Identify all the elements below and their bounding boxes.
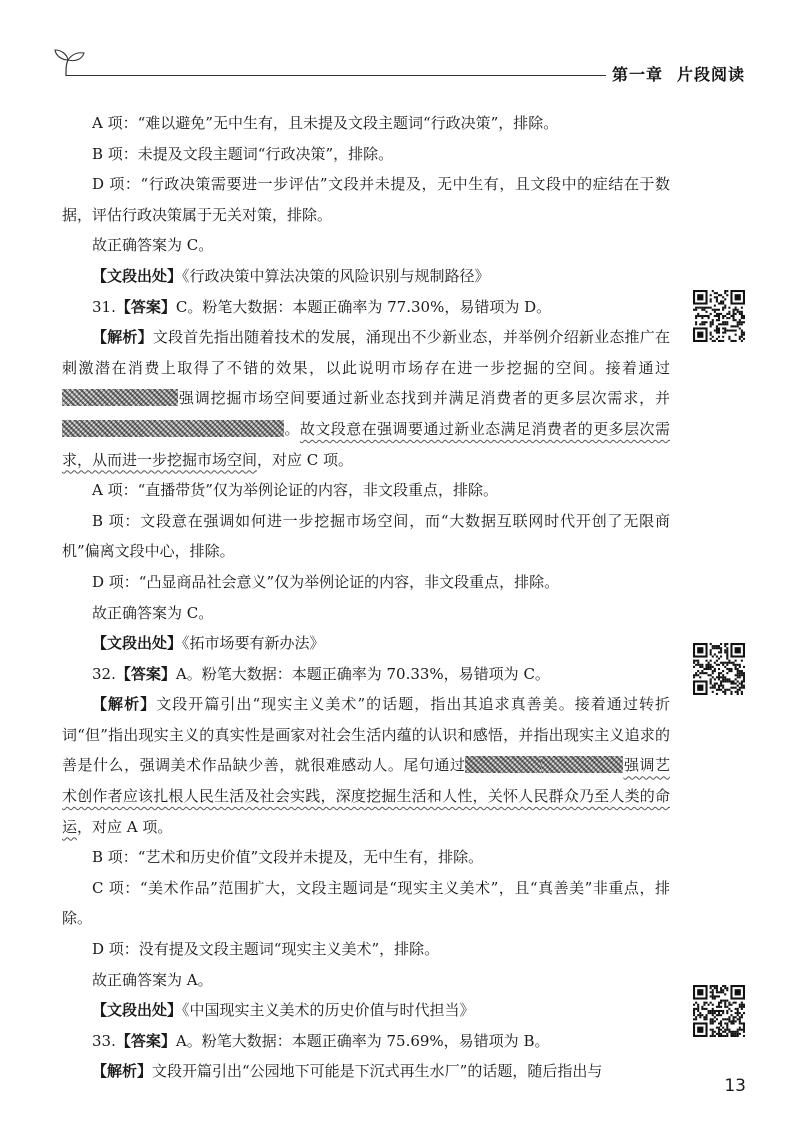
analysis-text: 文段开篇引出“现实主义美术”的话题，指出其追求真善美。接着通过转折词“但”指出现实主义的真实性是画家对社会生活内蕴的认识和感悟，并指出现实主义追求的善是什么，强调美术作品缺少善，就很难感动人。尾句通过 xyxy=(62,695,670,775)
question-number: 33. xyxy=(92,1031,116,1050)
analysis-paragraph xyxy=(62,689,670,842)
paragraph: B 项：“艺术和历史价值”文段并未提及，无中生有，排除。 xyxy=(92,848,484,867)
source-title: 《拓市场要有新办法》 xyxy=(182,634,325,653)
paragraph: 故正确答案为 A。 xyxy=(92,970,213,989)
analysis-label: 【解析】 xyxy=(92,1062,153,1081)
source-line xyxy=(62,261,670,292)
redacted-text xyxy=(62,389,178,406)
paragraph: D 项：没有提及文段主题词“现实主义美术”，排除。 xyxy=(92,940,440,959)
analysis-text: 文段首先指出随着技术的发展，涌现出不少新业态，并举例介绍新业态推广在刺激潜在消费上取得了不错的效果，以此说明市场存在进一步挖掘的空间。接着通过 xyxy=(62,328,670,377)
paragraph: B 项：未提及文段主题词“行政决策”，排除。 xyxy=(92,144,394,163)
redacted-text xyxy=(541,756,623,773)
source-line xyxy=(62,995,670,1026)
qr-code-icon[interactable] xyxy=(693,985,745,1037)
page-body xyxy=(62,108,670,1087)
analysis-text: 强调挖掘市场空间要通过新业态找到并满足消费者的更多层次需求，并 xyxy=(178,389,670,408)
paragraph: C 项：“美术作品”范围扩大，文段主题词是“现实主义美术”，且“真善美”非重点，排除。 xyxy=(62,878,670,928)
paragraph: 故正确答案为 C。 xyxy=(92,603,214,622)
paragraph: D 项：“凸显商品社会意义”仅为举例论证的内容，非文段重点，排除。 xyxy=(92,572,560,591)
source-label: 【文段出处】 xyxy=(92,266,183,285)
answer-text: A。粉笔大数据：本题正确率为 75.69%，易错项为 B。 xyxy=(175,1031,550,1050)
source-label: 【文段出处】 xyxy=(92,1001,183,1020)
chapter-number: 第一章 xyxy=(611,65,663,84)
analysis-text: ，对应 C 项。 xyxy=(257,450,354,469)
section-title: 片段阅读 xyxy=(676,65,745,84)
header-divider xyxy=(66,75,606,76)
answer-label: 【答案】 xyxy=(115,297,176,316)
paragraph: D 项：“行政决策需要进一步评估”文段并未提及，无中生有，且文段中的症结在于数据，评估行政决策属于无关对策，排除。 xyxy=(62,175,670,224)
source-label: 【文段出处】 xyxy=(92,634,183,653)
analysis-text: ，对应 A 项。 xyxy=(77,817,173,836)
analysis-paragraph xyxy=(62,322,670,475)
paragraph: 故正确答案为 C。 xyxy=(92,236,214,255)
page-header xyxy=(0,0,800,90)
qr-code-icon[interactable] xyxy=(693,290,745,342)
underlined-conclusion: 强调艺术创作者应该扎根人民生活及社会实践，深度挖掘生活和人性，关怀人民群众乃至人类的命运 xyxy=(62,756,670,836)
paragraph: A 项：“难以避免”无中生有，且未提及文段主题词“行政决策”，排除。 xyxy=(92,114,559,132)
analysis-text: 。 xyxy=(284,419,300,438)
question-number: 31. xyxy=(92,297,116,316)
answer-text: C。粉笔大数据：本题正确率为 77.30%，易错项为 D。 xyxy=(175,297,552,316)
chapter-title xyxy=(612,62,745,85)
redacted-text xyxy=(465,756,541,773)
answer-label: 【答案】 xyxy=(115,1031,176,1050)
answer-text: A。粉笔大数据：本题正确率为 70.33%，易错项为 C。 xyxy=(175,664,550,683)
answer-label: 【答案】 xyxy=(115,664,176,683)
source-title: 《中国现实主义美术的历史价值与时代担当》 xyxy=(182,1001,475,1020)
underlined-conclusion: 故文段意在强调要通过新业态满足消费者的更多层次需求，从而进一步挖掘市场空间 xyxy=(62,419,670,469)
qr-code-icon[interactable] xyxy=(693,643,745,695)
analysis-paragraph xyxy=(62,1056,670,1087)
leaf-sprout-icon xyxy=(52,48,86,78)
answer-line-31 xyxy=(62,292,670,323)
source-title: 《行政决策中算法决策的风险识别与规制路径》 xyxy=(182,266,490,285)
analysis-label: 【解析】 xyxy=(92,328,153,347)
analysis-text: 文段开篇引出“公园地下可能是下沉式再生水厂”的话题，随后指出与 xyxy=(152,1062,603,1081)
paragraph: B 项：文段意在强调如何进一步挖掘市场空间，而“大数据互联网时代开创了无限商机”偏离文段中心，排除。 xyxy=(62,511,670,561)
source-line xyxy=(62,628,670,659)
answer-line-32 xyxy=(62,659,670,690)
answer-line-33 xyxy=(62,1026,670,1057)
question-number: 32. xyxy=(92,664,116,683)
paragraph: A 项：“直播带货”仅为举例论证的内容，非文段重点，排除。 xyxy=(92,481,498,500)
redacted-text xyxy=(62,420,284,437)
page-number: 13 xyxy=(724,1076,746,1096)
analysis-label: 【解析】 xyxy=(92,695,157,714)
